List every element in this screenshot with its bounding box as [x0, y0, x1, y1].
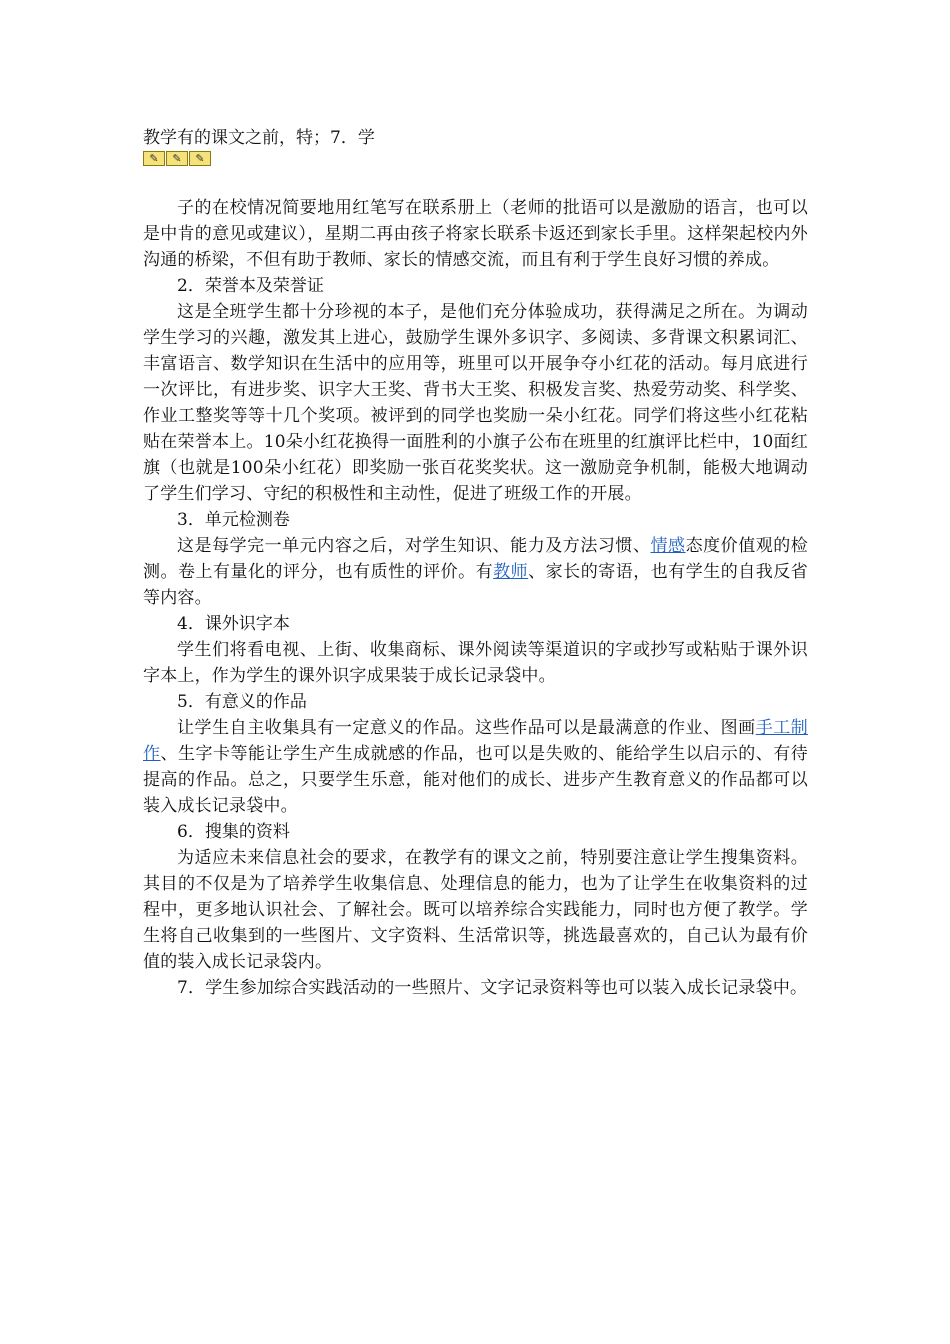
section-5-text-1: 让学生自主收集具有一定意义的作品。这些作品可以是最满意的作业、图画	[177, 718, 756, 738]
section-2-title: 2．荣誉本及荣誉证	[177, 276, 324, 296]
icon-row	[143, 151, 808, 167]
document-page	[143, 126, 808, 1001]
link-teacher[interactable]: 教师	[493, 562, 529, 582]
pencil-doc-icon[interactable]: ✎	[166, 151, 188, 166]
section-6-body: 为适应未来信息社会的要求，在教学有的课文之前，特别要注意让学生搜集资料。其目的不仅是为了培养学生收集信息、处理信息的能力，也为了让学生在收集资料的过程中，更多地认识社会、了解社会。既可以培养综合实践能力，同时也方便了教学。学生将自己收集到的一些图片、文字资料、生活常识等，挑选最喜欢的，自己认为最有价值的装入成长记录袋内。	[143, 848, 808, 972]
section-3-body	[143, 533, 808, 611]
section-7-body: 7．学生参加综合实践活动的一些照片、文字记录资料等也可以装入成长记录袋中。	[177, 978, 808, 998]
section-5-body	[143, 715, 808, 819]
section-3-title: 3．单元检测卷	[177, 510, 290, 530]
pencil-doc-icon[interactable]: ✎	[143, 151, 165, 166]
section-6-title: 6．搜集的资料	[177, 822, 290, 842]
article-body	[143, 195, 808, 1001]
section-5-title: 5．有意义的作品	[177, 692, 307, 712]
section-3-text-1: 这是每学完一单元内容之后，对学生知识、能力及方法习惯、	[177, 536, 651, 556]
section-4-body: 学生们将看电视、上街、收集商标、课外阅读等渠道识的字或抄写或粘贴于课外识字本上，作为学生的课外识字成果装于成长记录袋中。	[143, 640, 808, 686]
intro-paragraph: 子的在校情况简要地用红笔写在联系册上（老师的批语可以是激励的语言，也可以是中肯的意见或建议），星期二再由孩子将家长联系卡返还到家长手里。这样架起校内外沟通的桥梁，不但有助于教师、家长的情感交流，而且有利于学生良好习惯的养成。	[143, 198, 808, 270]
section-3-text-2: 态度价值观的检测。卷上有量化的评分，也有质性的评价。有	[143, 536, 808, 582]
section-5-text-2: 、生字卡等能让学生产生成就感的作品，也可以是失败的、能给学生以启示的、有待提高的作品。总之，只要学生乐意，能对他们的成长、进步产生教育意义的作品都可以装入成长记录袋中。	[143, 744, 808, 816]
section-3-text-3: 、家长的寄语，也有学生的自我反省等内容。	[143, 562, 808, 608]
header-fragment: 教学有的课文之前，特；7．学	[143, 128, 375, 148]
link-emotion[interactable]: 情感	[650, 536, 686, 556]
pencil-doc-icon[interactable]: ✎	[189, 151, 211, 166]
link-handcraft[interactable]: 手工制作	[143, 718, 808, 764]
section-4-title: 4．课外识字本	[177, 614, 290, 634]
section-2-body: 这是全班学生都十分珍视的本子，是他们充分体验成功，获得满足之所在。为调动学生学习的兴趣，激发其上进心，鼓励学生课外多识字、多阅读、多背课文积累词汇、丰富语言、数学知识在生活中的应用等，班里可以开展争夺小红花的活动。每月底进行一次评比，有进步奖、识字大王奖、背书大王奖、积极发言奖、热爱劳动奖、科学奖、作业工整奖等等十几个奖项。被评到的同学也奖励一朵小红花。同学们将这些小红花粘贴在荣誉本上。10朵小红花换得一面胜利的小旗子公布在班里的红旗评比栏中，10面红旗（也就是100朵小红花）即奖励一张百花奖奖状。这一激励竞争机制，能极大地调动了学生们学习、守纪的积极性和主动性，促进了班级工作的开展。	[143, 302, 808, 504]
